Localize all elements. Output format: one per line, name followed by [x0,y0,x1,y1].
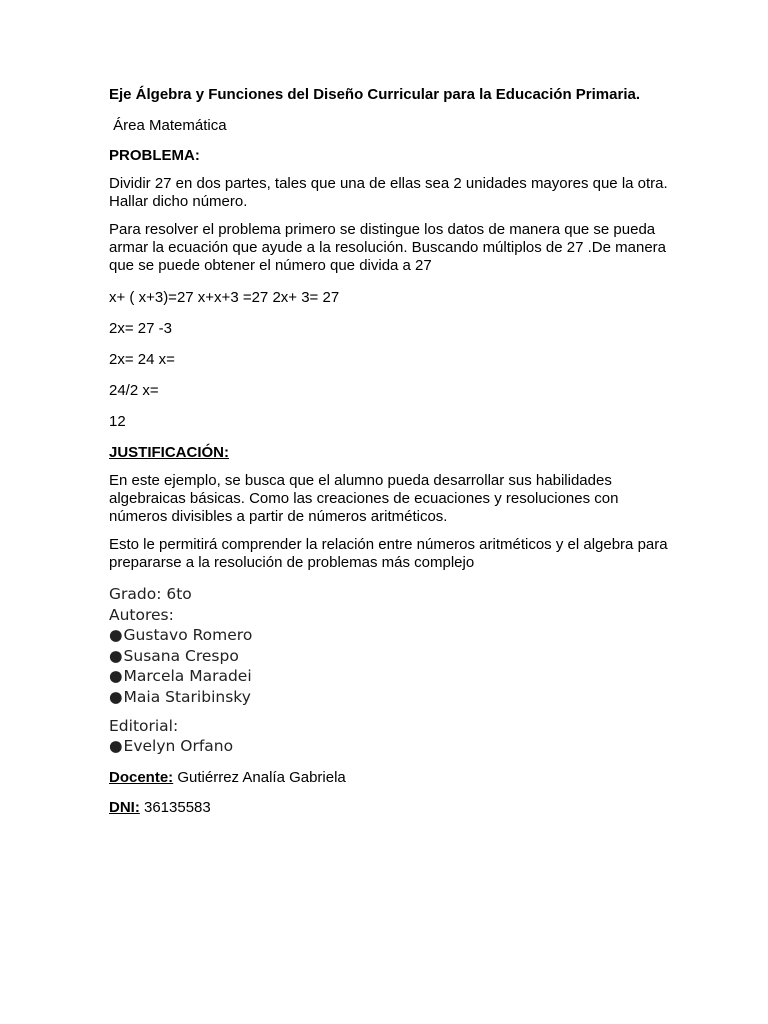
editorial-label: Editorial: [109,716,179,735]
bullet-icon: ● [109,626,123,645]
justification-paragraph: En este ejemplo, se busca que el alumno pueda desarrollar sus habilidades algebraicas básicas. Como las creaciones de ecuaciones y resoluciones con números divisibles a partir de números aritméticos. [109,472,623,525]
equation-line: 24/2 x= [109,382,159,399]
editorial-item [109,736,669,757]
author-item [109,666,669,687]
dni-line [109,799,669,817]
author-item [109,687,669,708]
equation-line: x+ ( x+3)=27 x+x+3 =27 2x+ 3= 27 [109,289,340,306]
dni-label: DNI: [109,798,140,816]
document-page [109,86,672,817]
teacher-line [109,769,669,787]
bullet-icon: ● [109,737,123,756]
bullet-icon: ● [109,646,123,665]
author-item [109,625,669,646]
equation-line: 2x= 27 -3 [109,320,172,337]
author-name: Gustavo Romero [123,626,253,645]
justification-paragraph: Esto le permitirá comprender la relación entre números aritméticos y el algebra para prepararse a la resolución de problemas más complejo [109,536,672,571]
author-item [109,646,669,667]
teacher-name: Gutiérrez Analía Gabriela [173,768,346,786]
bullet-icon: ● [109,667,123,686]
author-name: Susana Crespo [123,646,239,665]
solution-explanation: Para resolver el problema primero se distingue los datos de manera que se pueda armar la ecuación que ayude a la resolución. Buscando múltiplos de 27 .De manera que se puede obtener el número que divida a 27 [109,221,671,274]
grade-label: Grado: 6to [109,585,192,603]
book-credits [109,584,669,757]
bullet-icon: ● [109,687,123,706]
equation-result: 12 [109,413,126,430]
editorial-name: Evelyn Orfano [123,737,234,756]
author-name: Maia Staribinsky [123,687,251,706]
teacher-label: Docente: [109,768,174,786]
author-name: Marcela Maradei [123,667,252,686]
authors-label: Autores: [109,605,174,624]
problem-statement: Dividir 27 en dos partes, tales que una de ellas sea 2 unidades mayores que la otra. Hallar dicho número. [109,175,672,210]
document-title: Eje Álgebra y Funciones del Diseño Curricular para la Educación Primaria. [109,86,641,103]
dni-value: 36135583 [139,798,211,816]
subject-area: Área Matemática [109,117,227,134]
equation-line: 2x= 24 x= [109,351,175,368]
problem-heading: PROBLEMA: [109,147,200,164]
justification-heading: JUSTIFICACIÓN: [109,444,229,461]
